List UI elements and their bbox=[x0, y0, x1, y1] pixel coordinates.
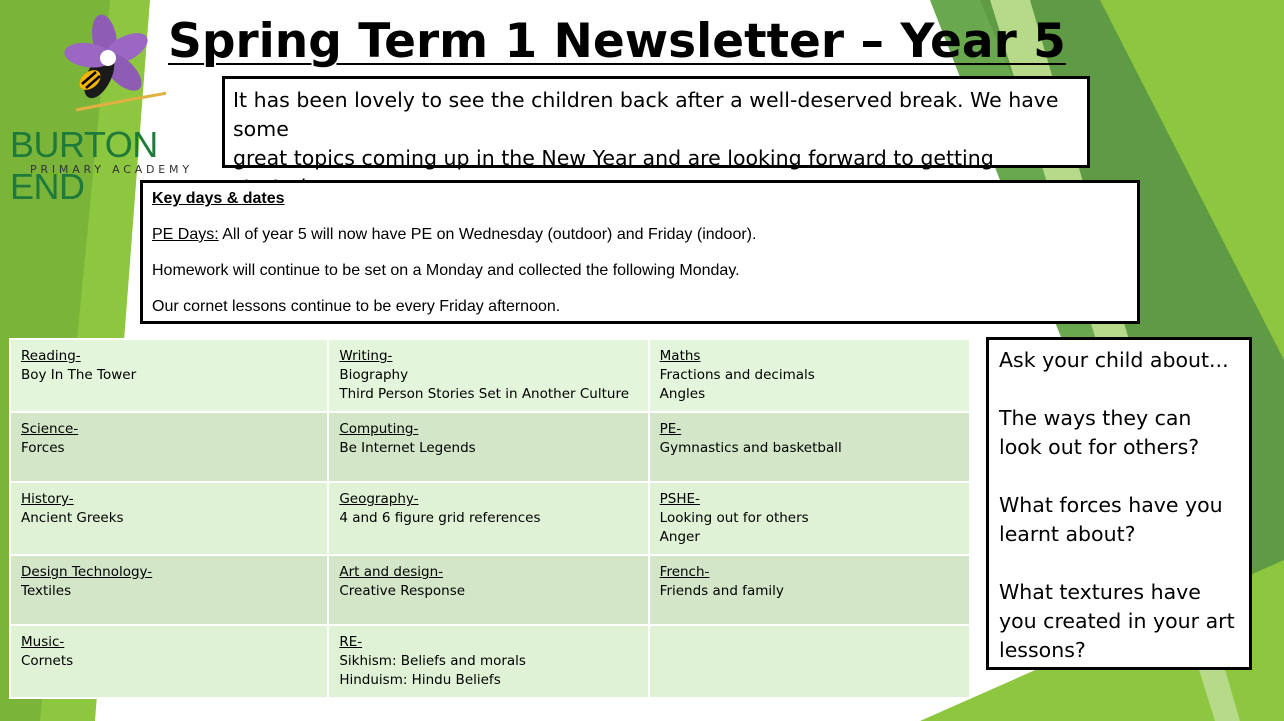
topic-cell bbox=[649, 482, 970, 555]
ask-question: What forces have you learnt about? bbox=[999, 493, 1223, 546]
topic-cell bbox=[10, 555, 328, 625]
topic-detail: Fractions and decimals bbox=[659, 367, 815, 383]
subject-name: Reading- bbox=[21, 348, 81, 364]
subject-name: Design Technology- bbox=[21, 564, 153, 580]
topic-detail: Third Person Stories Set in Another Culture bbox=[339, 386, 630, 402]
subject-name: History- bbox=[21, 491, 74, 507]
topic-cell bbox=[10, 339, 328, 412]
topic-cell bbox=[10, 625, 328, 698]
topic-detail: Friends and family bbox=[659, 583, 784, 599]
key-dates-heading: Key days & dates bbox=[152, 190, 285, 207]
topic-cell bbox=[649, 555, 970, 625]
topic-cell bbox=[10, 412, 328, 482]
ask-question: The ways they can look out for others? bbox=[999, 406, 1200, 459]
subject-name: Writing- bbox=[339, 348, 393, 364]
subject-name: Computing- bbox=[339, 421, 419, 437]
flower-bee-icon bbox=[56, 10, 166, 120]
topic-cell bbox=[328, 482, 648, 555]
topic-detail: Cornets bbox=[21, 653, 74, 669]
pe-days-text: All of year 5 will now have PE on Wednesday (outdoor) and Friday (indoor). bbox=[218, 226, 757, 243]
key-dates-box bbox=[140, 180, 1140, 324]
topics-table bbox=[9, 338, 971, 699]
topic-cell bbox=[649, 339, 970, 412]
homework-line: Homework will continue to be set on a Monday and collected the following Monday. bbox=[152, 262, 740, 279]
topic-cell bbox=[328, 625, 648, 698]
topic-detail: Forces bbox=[21, 440, 65, 456]
topic-detail: Boy In The Tower bbox=[21, 367, 137, 383]
ask-question: What textures have you created in your art lessons? bbox=[999, 580, 1235, 662]
subject-name: French- bbox=[659, 564, 710, 580]
topic-detail: Anger bbox=[659, 529, 700, 545]
ask-intro: Ask your child about... bbox=[999, 348, 1229, 372]
table-row bbox=[10, 482, 970, 555]
topic-detail: Angles bbox=[659, 386, 706, 402]
topic-cell bbox=[649, 412, 970, 482]
cornet-line: Our cornet lessons continue to be every Friday afternoon. bbox=[152, 298, 561, 315]
subject-name: Geography- bbox=[339, 491, 419, 507]
table-row bbox=[10, 339, 970, 412]
subject-name: Science- bbox=[21, 421, 79, 437]
topic-detail: Ancient Greeks bbox=[21, 510, 124, 526]
topic-cell bbox=[328, 555, 648, 625]
subject-name: Music- bbox=[21, 634, 65, 650]
pe-days-line bbox=[152, 225, 1128, 245]
topic-detail: 4 and 6 figure grid references bbox=[339, 510, 541, 526]
topic-detail: Creative Response bbox=[339, 583, 466, 599]
intro-line: It has been lovely to see the children back after a well-deserved break. We have some bbox=[233, 88, 1059, 141]
topic-cell bbox=[649, 625, 970, 698]
topic-detail: Textiles bbox=[21, 583, 72, 599]
table-row bbox=[10, 555, 970, 625]
subject-name: PSHE- bbox=[659, 491, 700, 507]
page-title: Spring Term 1 Newsletter – Year 5 bbox=[168, 14, 1066, 69]
pe-days-label: PE Days: bbox=[152, 226, 219, 243]
table-row bbox=[10, 625, 970, 698]
topic-cell bbox=[10, 482, 328, 555]
topic-detail: Hinduism: Hindu Beliefs bbox=[339, 672, 501, 688]
subject-name: PE- bbox=[659, 421, 682, 437]
subject-name: Maths bbox=[659, 348, 701, 364]
topic-cell bbox=[328, 339, 648, 412]
topic-detail: Sikhism: Beliefs and morals bbox=[339, 653, 526, 669]
table-row bbox=[10, 412, 970, 482]
subject-name: RE- bbox=[339, 634, 363, 650]
intro-line: great topics coming up in the New Year and are looking forward to getting bbox=[233, 146, 994, 170]
subject-name: Art and design- bbox=[339, 564, 444, 580]
logo-school-name: BURTON END bbox=[10, 124, 158, 207]
topic-detail: Looking out for others bbox=[659, 510, 809, 526]
logo-subtitle: PRIMARY ACADEMY bbox=[30, 163, 193, 176]
topic-detail: Be Internet Legends bbox=[339, 440, 476, 456]
topic-detail: Biography bbox=[339, 367, 409, 383]
intro-box bbox=[222, 76, 1090, 168]
topic-detail: Gymnastics and basketball bbox=[659, 440, 842, 456]
ask-your-child-box bbox=[986, 337, 1252, 670]
topic-cell bbox=[328, 412, 648, 482]
